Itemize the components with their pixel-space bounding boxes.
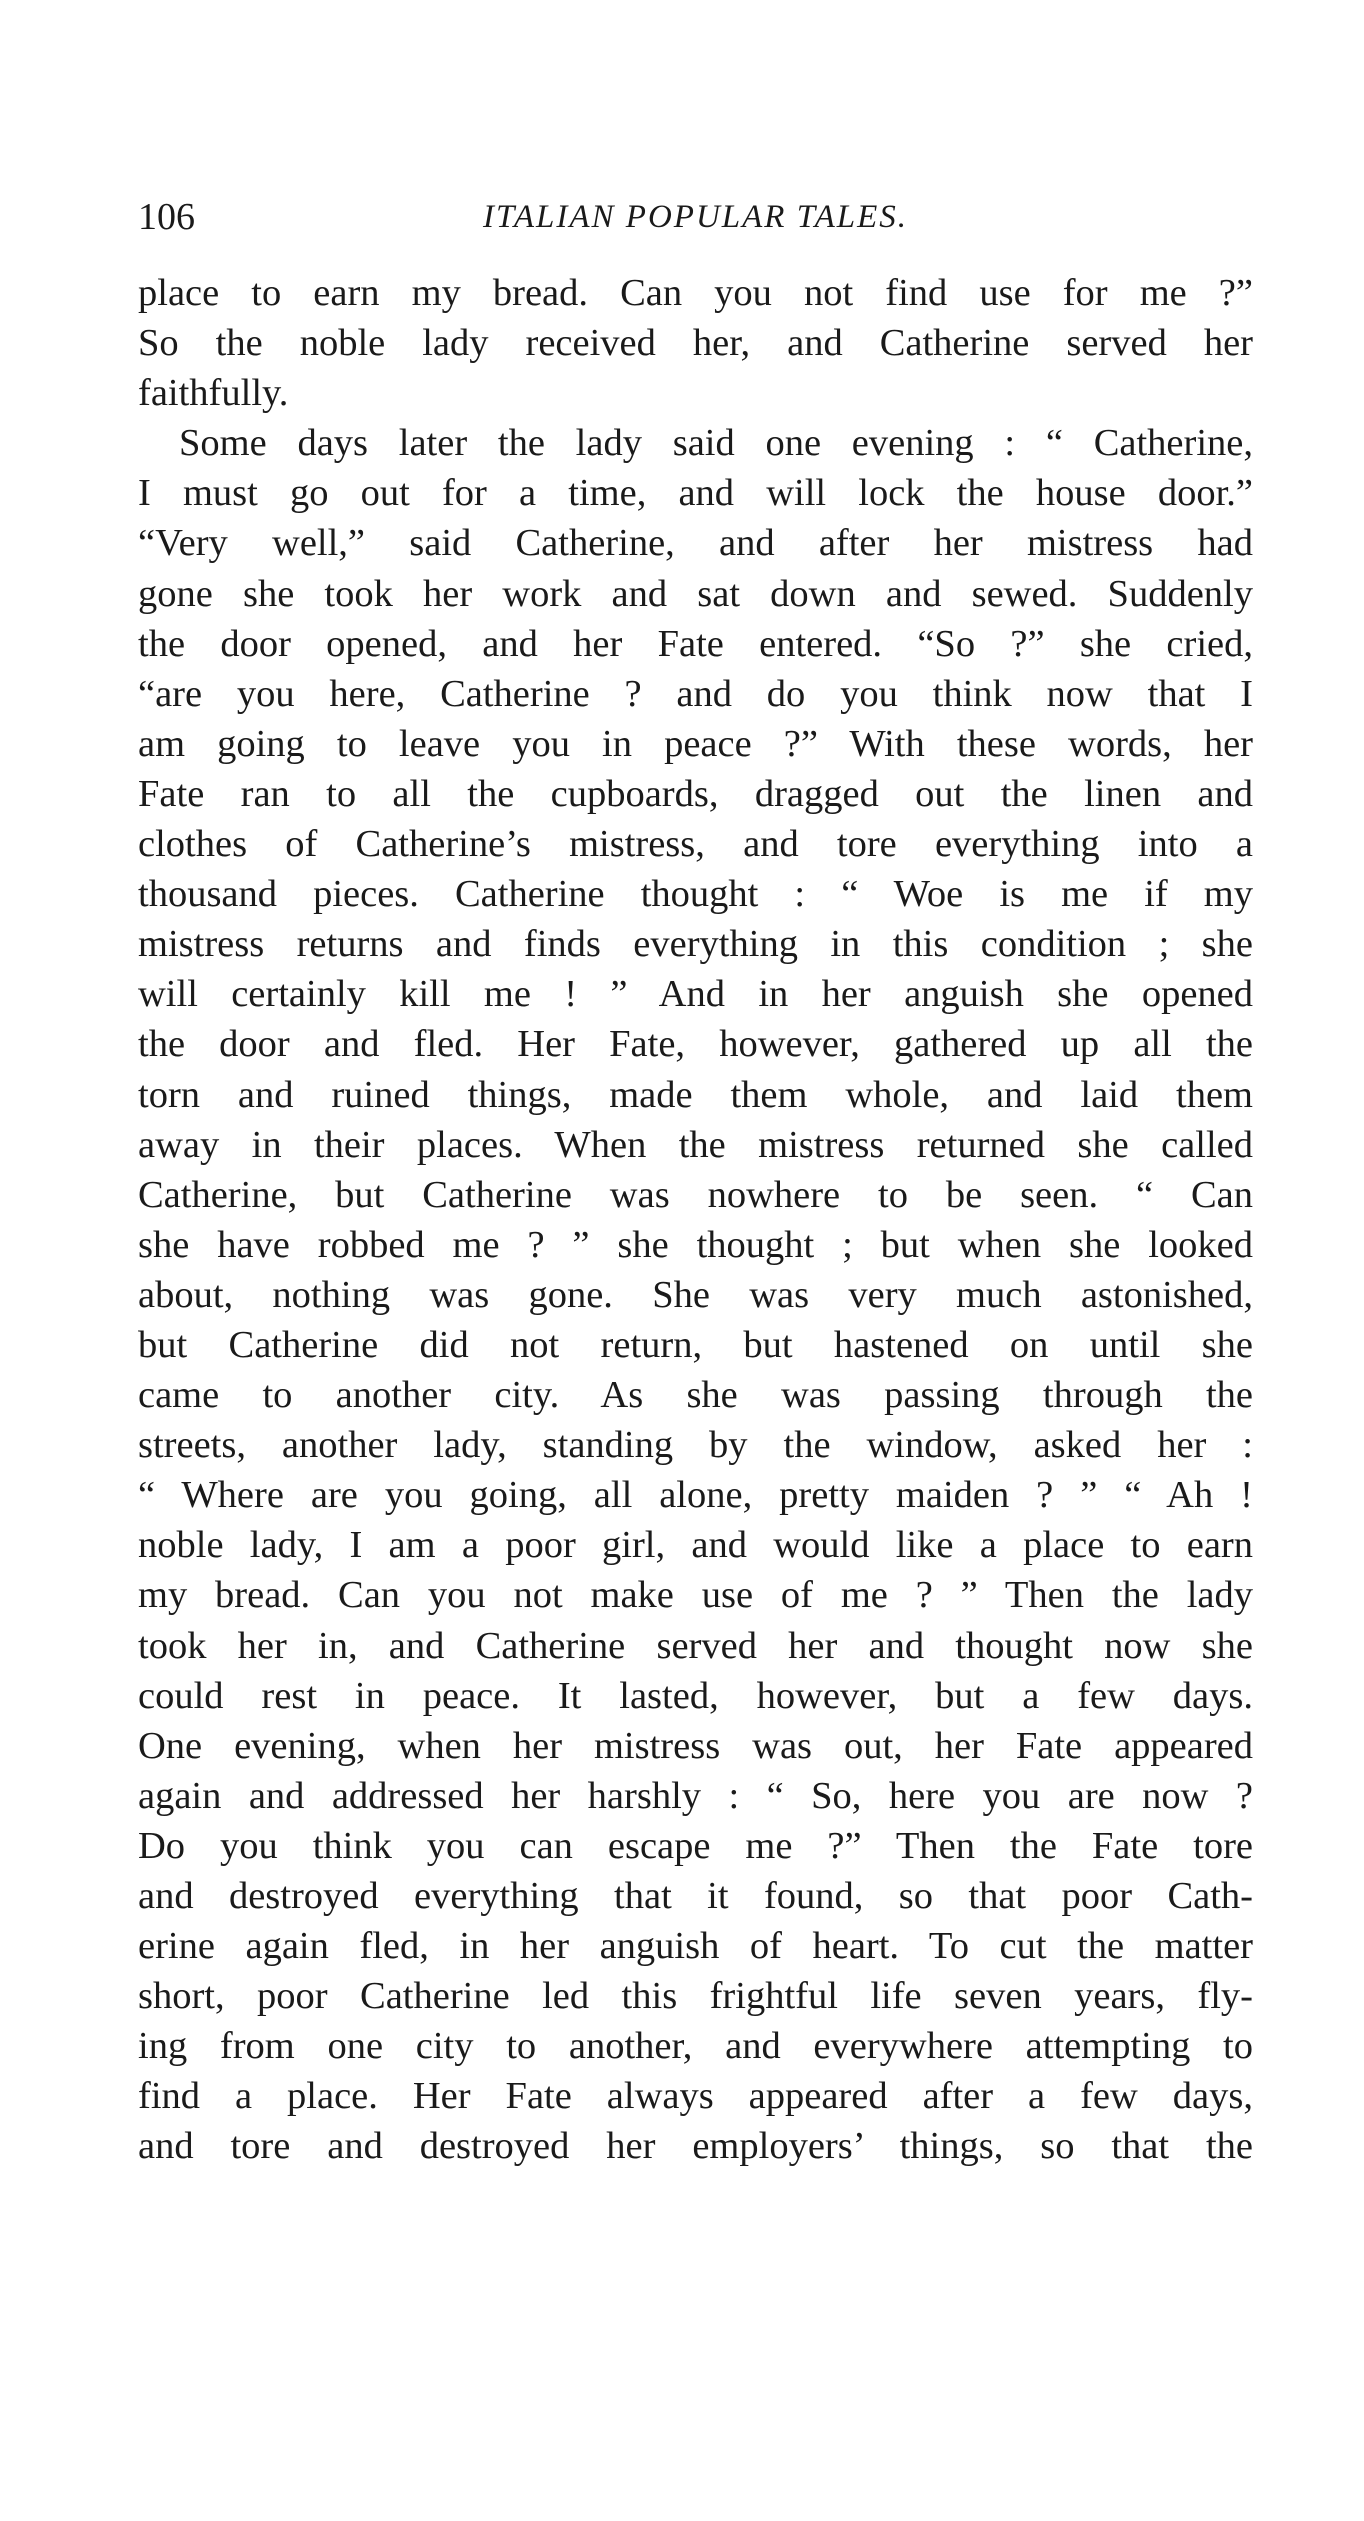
text-line: clothes of Catherine’s mistress, and tore everything into a [138,823,1253,866]
text-line: noble lady, I am a poor girl, and would like a place to earn [138,1524,1253,1567]
text-line: the door and fled. Her Fate, however, gathered up all the [138,1023,1253,1066]
text-line: she have robbed me ? ” she thought ; but when she looked [138,1223,1253,1266]
text-line: about, nothing was gone. She was very much astonished, [138,1273,1253,1316]
text-line: but Catherine did not return, but hastened on until she [138,1323,1253,1366]
text-line: Fate ran to all the cupboards, dragged out the linen and [138,772,1253,815]
text-line: am going to leave you in peace ?” With these words, her [138,722,1253,765]
page-number: 106 [138,196,195,238]
text-line: Do you think you can escape me ?” Then the Fate tore [138,1824,1253,1867]
text-line: the door opened, and her Fate entered. “So ?” she cried, [138,622,1253,665]
text-line: could rest in peace. It lasted, however, but a few days. [138,1674,1253,1717]
running-head [138,192,1253,242]
text-line: and tore and destroyed her employers’ things, so that the [138,2125,1253,2168]
text-line: faithfully. [138,372,289,415]
text-line: “Very well,” said Catherine, and after her mistress had [138,522,1253,565]
text-line: took her in, and Catherine served her and thought now she [138,1624,1253,1667]
text-line: my bread. Can you not make use of me ? ” Then the lady [138,1574,1253,1617]
text-line: torn and ruined things, made them whole, and laid them [138,1073,1253,1116]
text-line: I must go out for a time, and will lock the house door.” [138,472,1253,515]
text-line: So the noble lady received her, and Catherine served her [138,322,1253,365]
text-line: short, poor Catherine led this frightful life seven years, fly- [138,1975,1253,2018]
text-line: One evening, when her mistress was out, her Fate appeared [138,1724,1253,1767]
text-line: “are you here, Catherine ? and do you think now that I [138,672,1253,715]
text-line: came to another city. As she was passing through the [138,1374,1253,1417]
body-text [138,268,1253,2172]
text-line: and destroyed everything that it found, so that poor Cath- [138,1875,1253,1917]
text-line: place to earn my bread. Can you not find use for me ?” [138,272,1253,314]
text-line: will certainly kill me ! ” And in her anguish she opened [138,973,1253,1016]
text-line: away in their places. When the mistress returned she called [138,1123,1253,1166]
running-title: ITALIAN POPULAR TALES. [482,199,909,235]
text-line: erine again fled, in her anguish of heart. To cut the matter [138,1925,1253,1968]
text-line: “ Where are you going, all alone, pretty maiden ? ” “ Ah ! [138,1474,1253,1517]
text-line: again and addressed her harshly : “ So, here you are now ? [138,1774,1253,1817]
text-line: find a place. Her Fate always appeared after a few days, [138,2075,1253,2118]
text-line: Some days later the lady said one evening : “ Catherine, [179,422,1253,465]
text-line: gone she took her work and sat down and sewed. Suddenly [138,572,1253,615]
text-line: thousand pieces. Catherine thought : “ Woe is me if my [138,873,1253,916]
text-line: streets, another lady, standing by the window, asked her : [138,1424,1253,1467]
text-line: mistress returns and finds everything in this condition ; she [138,923,1253,966]
text-line: ing from one city to another, and everywhere attempting to [138,2025,1253,2068]
text-line: Catherine, but Catherine was nowhere to be seen. “ Can [138,1173,1253,1216]
